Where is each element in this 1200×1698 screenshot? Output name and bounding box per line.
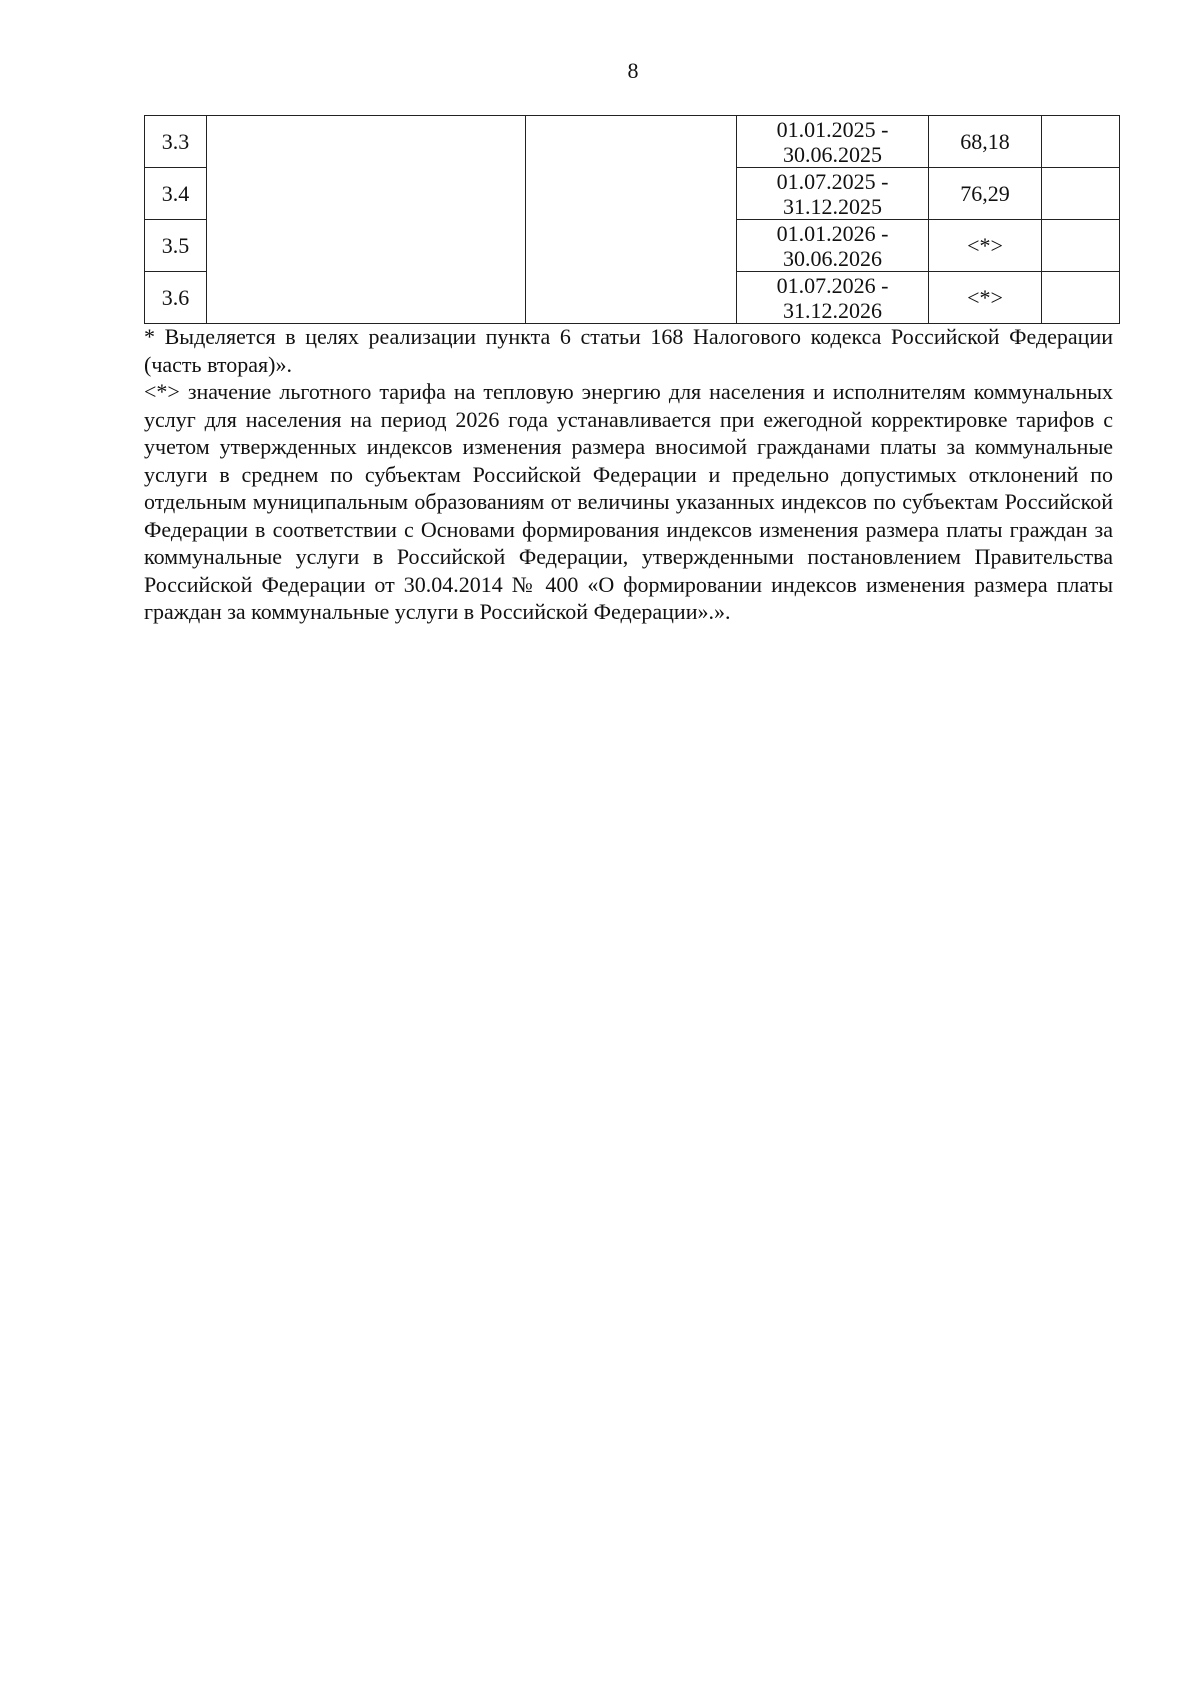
- row-number-cell: 3.5: [145, 220, 207, 272]
- period-cell: [737, 116, 929, 168]
- footnotes: [144, 323, 1113, 626]
- period-end: 30.06.2026: [783, 245, 882, 271]
- period-start: 01.07.2026 -: [776, 272, 889, 298]
- footnote-angle: <*> значение льготного тарифа на тепловую энергию для населения и исполнителям коммунальных услуг для населения на период 2026 года устанавливается при ежегодной корректировке тарифов с учетом утвержденных индексов изменения размера вносимой гражданами платы за коммунальные услуги в среднем по субъектам Российской Федерации и предельно допустимых отклонений по отдельным муниципальным образованиям от величины указанных индексов по субъектам Российской Федерации в соответствии с Основами формирования индексов изменения размера платы граждан за коммунальные услуги в Российской Федерации, утвержденными постановлением Правительства Российской Федерации от 30.04.2014 № 400 «О формировании индексов изменения размера платы граждан за коммунальные услуги в Российской Федерации».».: [144, 379, 1113, 624]
- row-number-cell: 3.4: [145, 168, 207, 220]
- empty-cell: [1042, 116, 1120, 168]
- footnote-star: * Выделяется в целях реализации пункта 6 статьи 168 Налогового кодекса Российской Федерации (часть вторая)».: [144, 324, 1113, 377]
- period-start: 01.07.2025 -: [776, 168, 889, 194]
- tariff-table: [144, 115, 1120, 324]
- row-number-cell: 3.3: [145, 116, 207, 168]
- tariff-value-cell: <*>: [929, 272, 1042, 324]
- period-end: 30.06.2025: [783, 141, 882, 167]
- empty-cell: [1042, 220, 1120, 272]
- period-cell: [737, 220, 929, 272]
- tariff-value-cell: 76,29: [929, 168, 1042, 220]
- period-start: 01.01.2025 -: [776, 116, 889, 142]
- tariff-value-cell: <*>: [929, 220, 1042, 272]
- empty-cell: [1042, 272, 1120, 324]
- period-start: 01.01.2026 -: [776, 220, 889, 246]
- period-end: 31.12.2025: [783, 193, 882, 219]
- merged-empty-cell: [526, 116, 737, 324]
- row-number-cell: 3.6: [145, 272, 207, 324]
- empty-cell: [1042, 168, 1120, 220]
- merged-empty-cell: [207, 116, 526, 324]
- tariff-value-cell: 68,18: [929, 116, 1042, 168]
- page-number: 8: [627, 58, 639, 83]
- period-cell: [737, 168, 929, 220]
- table-row: [145, 116, 1120, 168]
- period-end: 31.12.2026: [783, 297, 882, 323]
- period-cell: [737, 272, 929, 324]
